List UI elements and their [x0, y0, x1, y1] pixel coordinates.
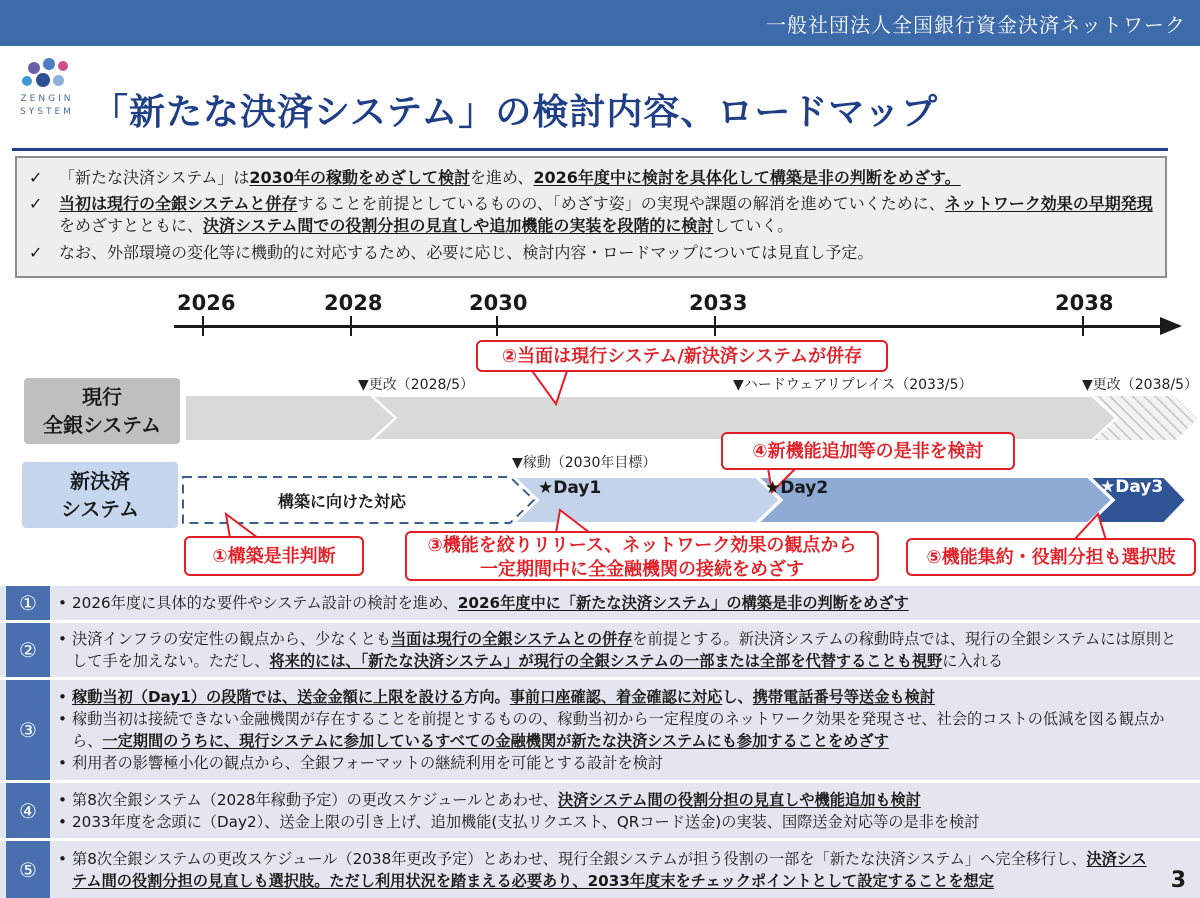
detail-number-5: ⑤: [6, 841, 50, 898]
day3-label: ★Day3: [1100, 477, 1164, 497]
callout-1-build-decision: ①構築是非判断: [184, 536, 364, 576]
marker-2028-renewal: ▼更改（2028/5）: [358, 377, 475, 393]
text-run: 第8次全銀システムの更改スケジュール（2038年更改予定）とあわせ、現行全銀システムが担う役割の一部を「新たな決済システム」へ完全移行し、: [72, 849, 1087, 868]
detail-number-4: ④: [6, 783, 50, 838]
callout-2-coexist: ②当面は現行システム/新決済システムが併存: [476, 340, 888, 372]
detail-bullet-line: [54, 848, 1160, 892]
page-number: 3: [1170, 868, 1186, 893]
text-run: し、: [722, 688, 753, 706]
year-2033: 2033: [689, 291, 748, 315]
text-run: 稼動当初は接続できない金融機関が存在することを前提とするものの、稼動当初から一定程度のネットワーク効果を発現させ、社会的コストの低減を図る観点から、: [72, 710, 1165, 750]
bullet-icon: •: [58, 594, 67, 612]
year-2026: 2026: [177, 291, 236, 315]
marker-2038-renewal: ▼更改（2038/5）: [1082, 377, 1199, 393]
text-run: 2030年の稼動をめざして検討: [249, 168, 470, 187]
day2-label: ★Day2: [765, 478, 829, 498]
detail-number-1: ①: [6, 586, 50, 620]
callout-3-line2: 一定期間中に全金融機関の接続をめざす: [480, 559, 804, 580]
detail-bullet-line: [54, 628, 1190, 672]
detail-row-1: [0, 586, 1200, 620]
check-icon: ✓: [29, 194, 43, 213]
text-run: 利用者の影響極小化の観点から、全銀フォーマットの継続利用を可能とする設計を検討: [72, 754, 663, 772]
page-title: 「新たな決済システム」の検討内容、ロードマップ: [92, 92, 938, 133]
new-system-label: 新決済 システム: [22, 462, 178, 528]
current-system-label: 現行 全銀システム: [24, 378, 180, 444]
text-run: 2026年度に具体的な要件やシステム設計の検討を進め、: [72, 594, 458, 612]
detail-bullet-line: [54, 708, 1190, 752]
text-run: を前提とする。新決済システムの稼動時点では、現行の全銀システムには原則として手を加えない。ただし、: [72, 630, 1177, 670]
text-run: 当初は現行の全銀システムと併存: [59, 194, 298, 213]
bullet-icon: •: [58, 849, 67, 868]
text-run: 2026年度中に「新たな決済システム」の構築是非の判断をめざす: [457, 594, 909, 612]
text-run: 稼動当初（Day1）の段階では、送金金額に上限を設ける: [72, 688, 465, 706]
check-icon: ✓: [29, 243, 43, 262]
text-run: 方向。: [464, 688, 510, 706]
detail-body-2: [54, 623, 1190, 677]
text-run: を進め、: [469, 168, 534, 187]
organization-name: 一般社団法人全国銀行資金決済ネットワーク: [766, 13, 1186, 37]
year-2028: 2028: [324, 291, 383, 315]
detail-bullet-line: [54, 789, 1190, 811]
bullet-icon: •: [58, 630, 67, 648]
callout-5-consolidation: ⑤機能集約・役割分担も選択肢: [906, 538, 1196, 576]
detail-body-3: [54, 680, 1190, 780]
text-run: 決済システム間の役割分担の見直しも選択肢。ただし利用状況を踏まえる必要あり、2033年度末をチェックポイントとして設定することを想定: [72, 849, 1147, 890]
text-run: ネットワーク効果の早期発現: [944, 194, 1153, 213]
text-run: 将来的には、「新たな決済システム」が現行の全銀システムの一部または全部を代替することも視野: [269, 652, 943, 670]
bullet-icon: •: [58, 812, 67, 831]
detail-body-4: [54, 783, 1190, 838]
bullet-icon: •: [58, 754, 67, 772]
text-run: することを前提としているものの、「めざす姿」の実現や課題の解消を進めていくために、: [297, 194, 945, 213]
text-run: 2033年度を念頭に（Day2）、送金上限の引き上げ、追加機能(支払リクエスト、QRコード送金)の実装、国際送金対応等の是非を検討: [72, 812, 980, 831]
text-run: 決済システム間での役割分担の見直しや追加機能の実装を段階的に検討: [203, 216, 714, 235]
build-phase-text: 構築に向けた対応: [278, 492, 407, 511]
detail-row-5: [0, 841, 1200, 898]
year-2030: 2030: [469, 291, 528, 315]
text-run: 決済システム間の役割分担の見直しや機能追加も検討: [557, 790, 921, 809]
detail-body-5: [54, 841, 1160, 898]
callout-4-new-features: ④新機能追加等の是非を検討: [721, 432, 1015, 470]
logo-text-line2: SYSTEM: [20, 107, 74, 117]
detail-row-3: [0, 680, 1200, 780]
detail-bullet-line: [54, 686, 1190, 708]
bullet-icon: •: [58, 790, 67, 809]
marker-2030-launch: ▼稼動（2030年目標）: [512, 455, 657, 471]
day1-label: ★Day1: [538, 478, 602, 498]
text-run: していく。: [713, 216, 794, 235]
detail-bullet-line: [54, 752, 1190, 774]
text-run: 第8次全銀システム（2028年稼動予定）の更改スケジュールとあわせ、: [72, 790, 558, 809]
detail-row-2: [0, 623, 1200, 677]
text-run: 「新たな決済システム」は: [59, 168, 250, 187]
text-run: をめざすとともに、: [59, 216, 204, 235]
text-run: 決済インフラの安定性の観点から、少なくとも: [72, 630, 391, 648]
bullet-icon: •: [58, 710, 67, 728]
text-run: なお、外部環境の変化等に機動的に対応するため、必要に応じ、検討内容・ロードマップについては見直し予定。: [59, 243, 874, 262]
text-run: 事前口座確認、着金確認に対応: [509, 688, 723, 706]
detail-row-4: [0, 783, 1200, 838]
text-run: 携帯電話番号等送金も検討: [752, 688, 935, 706]
marker-2033-hardware-replace: ▼ハードウェアリプレイス（2033/5）: [733, 377, 973, 393]
logo-text-line1: ZENGIN: [20, 94, 74, 104]
detail-number-3: ③: [6, 680, 50, 780]
bullet-icon: •: [58, 688, 67, 706]
text-run: 当面は現行の全銀システムとの併存: [390, 630, 633, 648]
text-run: 2026年度中に検討を具体化して構築是非の判断をめざす。: [533, 168, 961, 187]
check-icon: ✓: [29, 168, 43, 187]
year-2038: 2038: [1055, 291, 1114, 315]
detail-bullet-line: [54, 592, 1190, 614]
text-run: に入れる: [942, 652, 1003, 670]
callout-3-line1: ③機能を絞りリリース、ネットワーク効果の観点から: [427, 535, 857, 556]
callout-3-release: [405, 531, 879, 581]
detail-bullet-line: [54, 811, 1190, 833]
text-run: 一定期間のうちに、現行システムに参加しているすべての金融機関が新たな決済システムにも参加することをめざす: [102, 732, 889, 750]
detail-number-2: ②: [6, 623, 50, 677]
detail-body-1: [54, 586, 1190, 620]
current-system-bar-segment-1: [186, 396, 394, 440]
